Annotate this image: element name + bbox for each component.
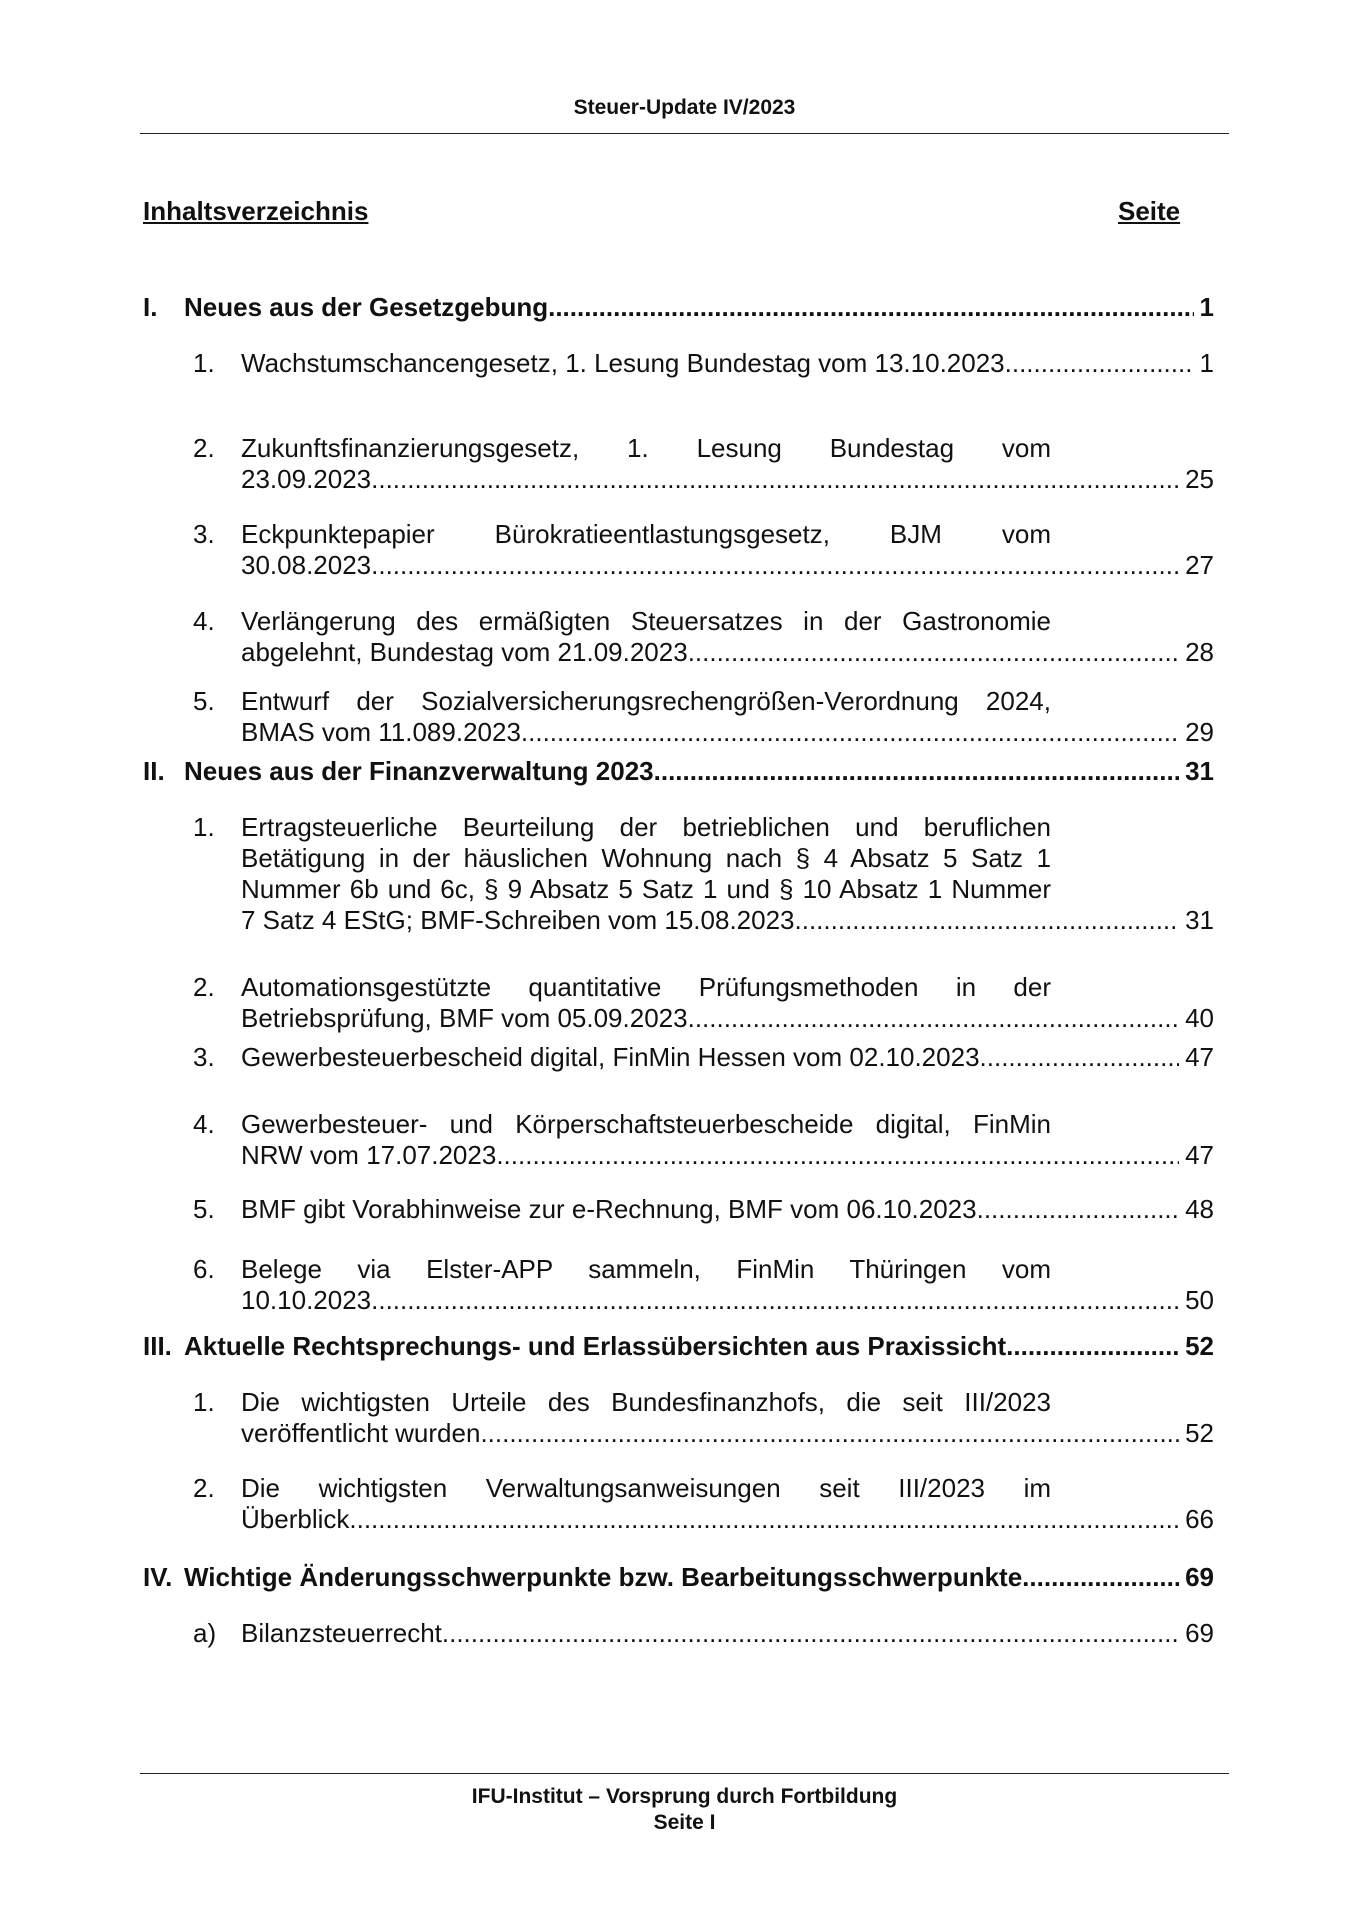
toc-item-number: 5.	[193, 1194, 215, 1224]
toc-item-text-last-line: BMF gibt Vorabhinweise zur e-Rechnung, BMF vom 06.10.2023	[241, 1194, 977, 1224]
toc-item-page: 27	[1179, 550, 1214, 581]
toc-item-page: 25	[1179, 464, 1214, 495]
toc-item-page: 31	[1179, 905, 1214, 936]
toc-item-page: 69	[1179, 1618, 1214, 1649]
running-header: Steuer-Update IV/2023	[573, 96, 796, 119]
toc-item-number: 1.	[193, 812, 215, 842]
toc-section-number: III.	[143, 1331, 172, 1361]
toc-section-title: Neues aus der Gesetzgebung	[184, 292, 549, 322]
footer-institute: IFU-Institut – Vorsprung durch Fortbildung	[471, 1785, 898, 1808]
toc-item-number: 2.	[193, 433, 215, 463]
toc-item-text-line: Gewerbesteuer- und Körperschaftsteuerbescheide digital, FinMin	[241, 1109, 1051, 1139]
toc-item-text-last-line: BMAS vom 11.089.2023	[241, 717, 521, 747]
toc-section-page: 69	[1179, 1562, 1214, 1593]
toc-section-title: Wichtige Änderungsschwerpunkte bzw. Bearbeitungsschwerpunkte	[184, 1562, 1023, 1592]
toc-item-page: 48	[1179, 1194, 1214, 1225]
toc-section-page: 52	[1179, 1331, 1214, 1362]
toc-item-text-last-line: NRW vom 17.07.2023	[241, 1140, 497, 1170]
toc-item-text-last-line: 10.10.2023	[241, 1285, 372, 1315]
toc-item-page: 47	[1179, 1042, 1214, 1073]
toc-section-page: 31	[1179, 756, 1214, 787]
toc-section-page: 1	[1194, 292, 1214, 323]
toc-item-text-last-line: veröffentlicht wurden	[241, 1418, 481, 1448]
toc-section-title: Neues aus der Finanzverwaltung 2023	[184, 756, 654, 786]
toc-item-text-line: Nummer 6b und 6c, § 9 Absatz 5 Satz 1 und § 10 Absatz 1 Nummer	[241, 874, 1051, 904]
toc-section-number: II.	[143, 756, 165, 786]
footer-rule	[140, 1773, 1229, 1774]
toc-page-column-heading: Seite	[1118, 196, 1181, 226]
toc-item-text-line: Betätigung in der häuslichen Wohnung nach § 4 Absatz 5 Satz 1	[241, 843, 1051, 873]
toc-section-number: IV.	[143, 1562, 173, 1592]
toc-item-number: 3.	[193, 519, 215, 549]
toc-item-number: 2.	[193, 1473, 215, 1503]
toc-item-number: 1.	[193, 348, 215, 378]
toc-item-page: 28	[1179, 637, 1214, 668]
toc-item-page: 1	[1194, 348, 1214, 379]
toc-item-text-line: Automationsgestützte quantitative Prüfungsmethoden in der	[241, 972, 1051, 1002]
toc-item-text-last-line: 30.08.2023	[241, 550, 372, 580]
toc-item-text-line: Zukunftsfinanzierungsgesetz, 1. Lesung Bundestag vom	[241, 433, 1051, 463]
toc-item-page: 29	[1179, 717, 1214, 748]
toc-item-number: 5.	[193, 686, 215, 716]
toc-item-number: 3.	[193, 1042, 215, 1072]
toc-item-text-last-line: Überblick	[241, 1504, 350, 1534]
toc-item-text-last-line: Betriebsprüfung, BMF vom 05.09.2023	[241, 1003, 688, 1033]
toc-item-page: 47	[1179, 1140, 1214, 1171]
toc-item-text-line: Eckpunktepapier Bürokratieentlastungsgesetz, BJM vom	[241, 519, 1051, 549]
toc-item-page: 50	[1179, 1285, 1214, 1316]
toc-item-page: 66	[1179, 1504, 1214, 1535]
toc-item-text-line: Die wichtigsten Verwaltungsanweisungen seit III/2023 im	[241, 1473, 1051, 1503]
toc-item-number: 6.	[193, 1254, 215, 1284]
toc-item-text-last-line: Gewerbesteuerbescheid digital, FinMin Hessen vom 02.10.2023	[241, 1042, 980, 1072]
toc-item-number: 4.	[193, 1109, 215, 1139]
toc-item-text-last-line: 7 Satz 4 EStG; BMF-Schreiben vom 15.08.2023	[241, 905, 795, 935]
toc-item-number: a)	[193, 1618, 217, 1648]
toc-item-text-last-line: abgelehnt, Bundestag vom 21.09.2023	[241, 637, 688, 667]
toc-item-text-line: Die wichtigsten Urteile des Bundesfinanzhofs, die seit III/2023	[241, 1387, 1051, 1417]
toc-item-number: 4.	[193, 606, 215, 636]
toc-item-number: 1.	[193, 1387, 215, 1417]
toc-item-text-last-line: Bilanzsteuerrecht	[241, 1618, 442, 1648]
toc-item-text-last-line: Wachstumschancengesetz, 1. Lesung Bundestag vom 13.10.2023	[241, 348, 1005, 378]
toc-item-number: 2.	[193, 972, 215, 1002]
toc-item-text-line: Ertragsteuerliche Beurteilung der betrieblichen und beruflichen	[241, 812, 1051, 842]
toc-title: Inhaltsverzeichnis	[143, 196, 369, 226]
toc-section-number: I.	[143, 292, 158, 322]
toc-item-page: 52	[1179, 1418, 1214, 1449]
toc-item-text-line: Entwurf der Sozialversicherungsrechengrößen-Verordnung 2024,	[241, 686, 1051, 716]
toc-item-text-last-line: 23.09.2023	[241, 464, 372, 494]
footer-page-number: Seite I	[653, 1811, 716, 1834]
header-rule	[140, 133, 1229, 134]
toc-item-text-line: Belege via Elster-APP sammeln, FinMin Thüringen vom	[241, 1254, 1051, 1284]
toc-section-title: Aktuelle Rechtsprechungs- und Erlassübersichten aus Praxissicht	[184, 1331, 1007, 1361]
toc-item-text-line: Verlängerung des ermäßigten Steuersatzes in der Gastronomie	[241, 606, 1051, 636]
toc-item-page: 40	[1179, 1003, 1214, 1034]
